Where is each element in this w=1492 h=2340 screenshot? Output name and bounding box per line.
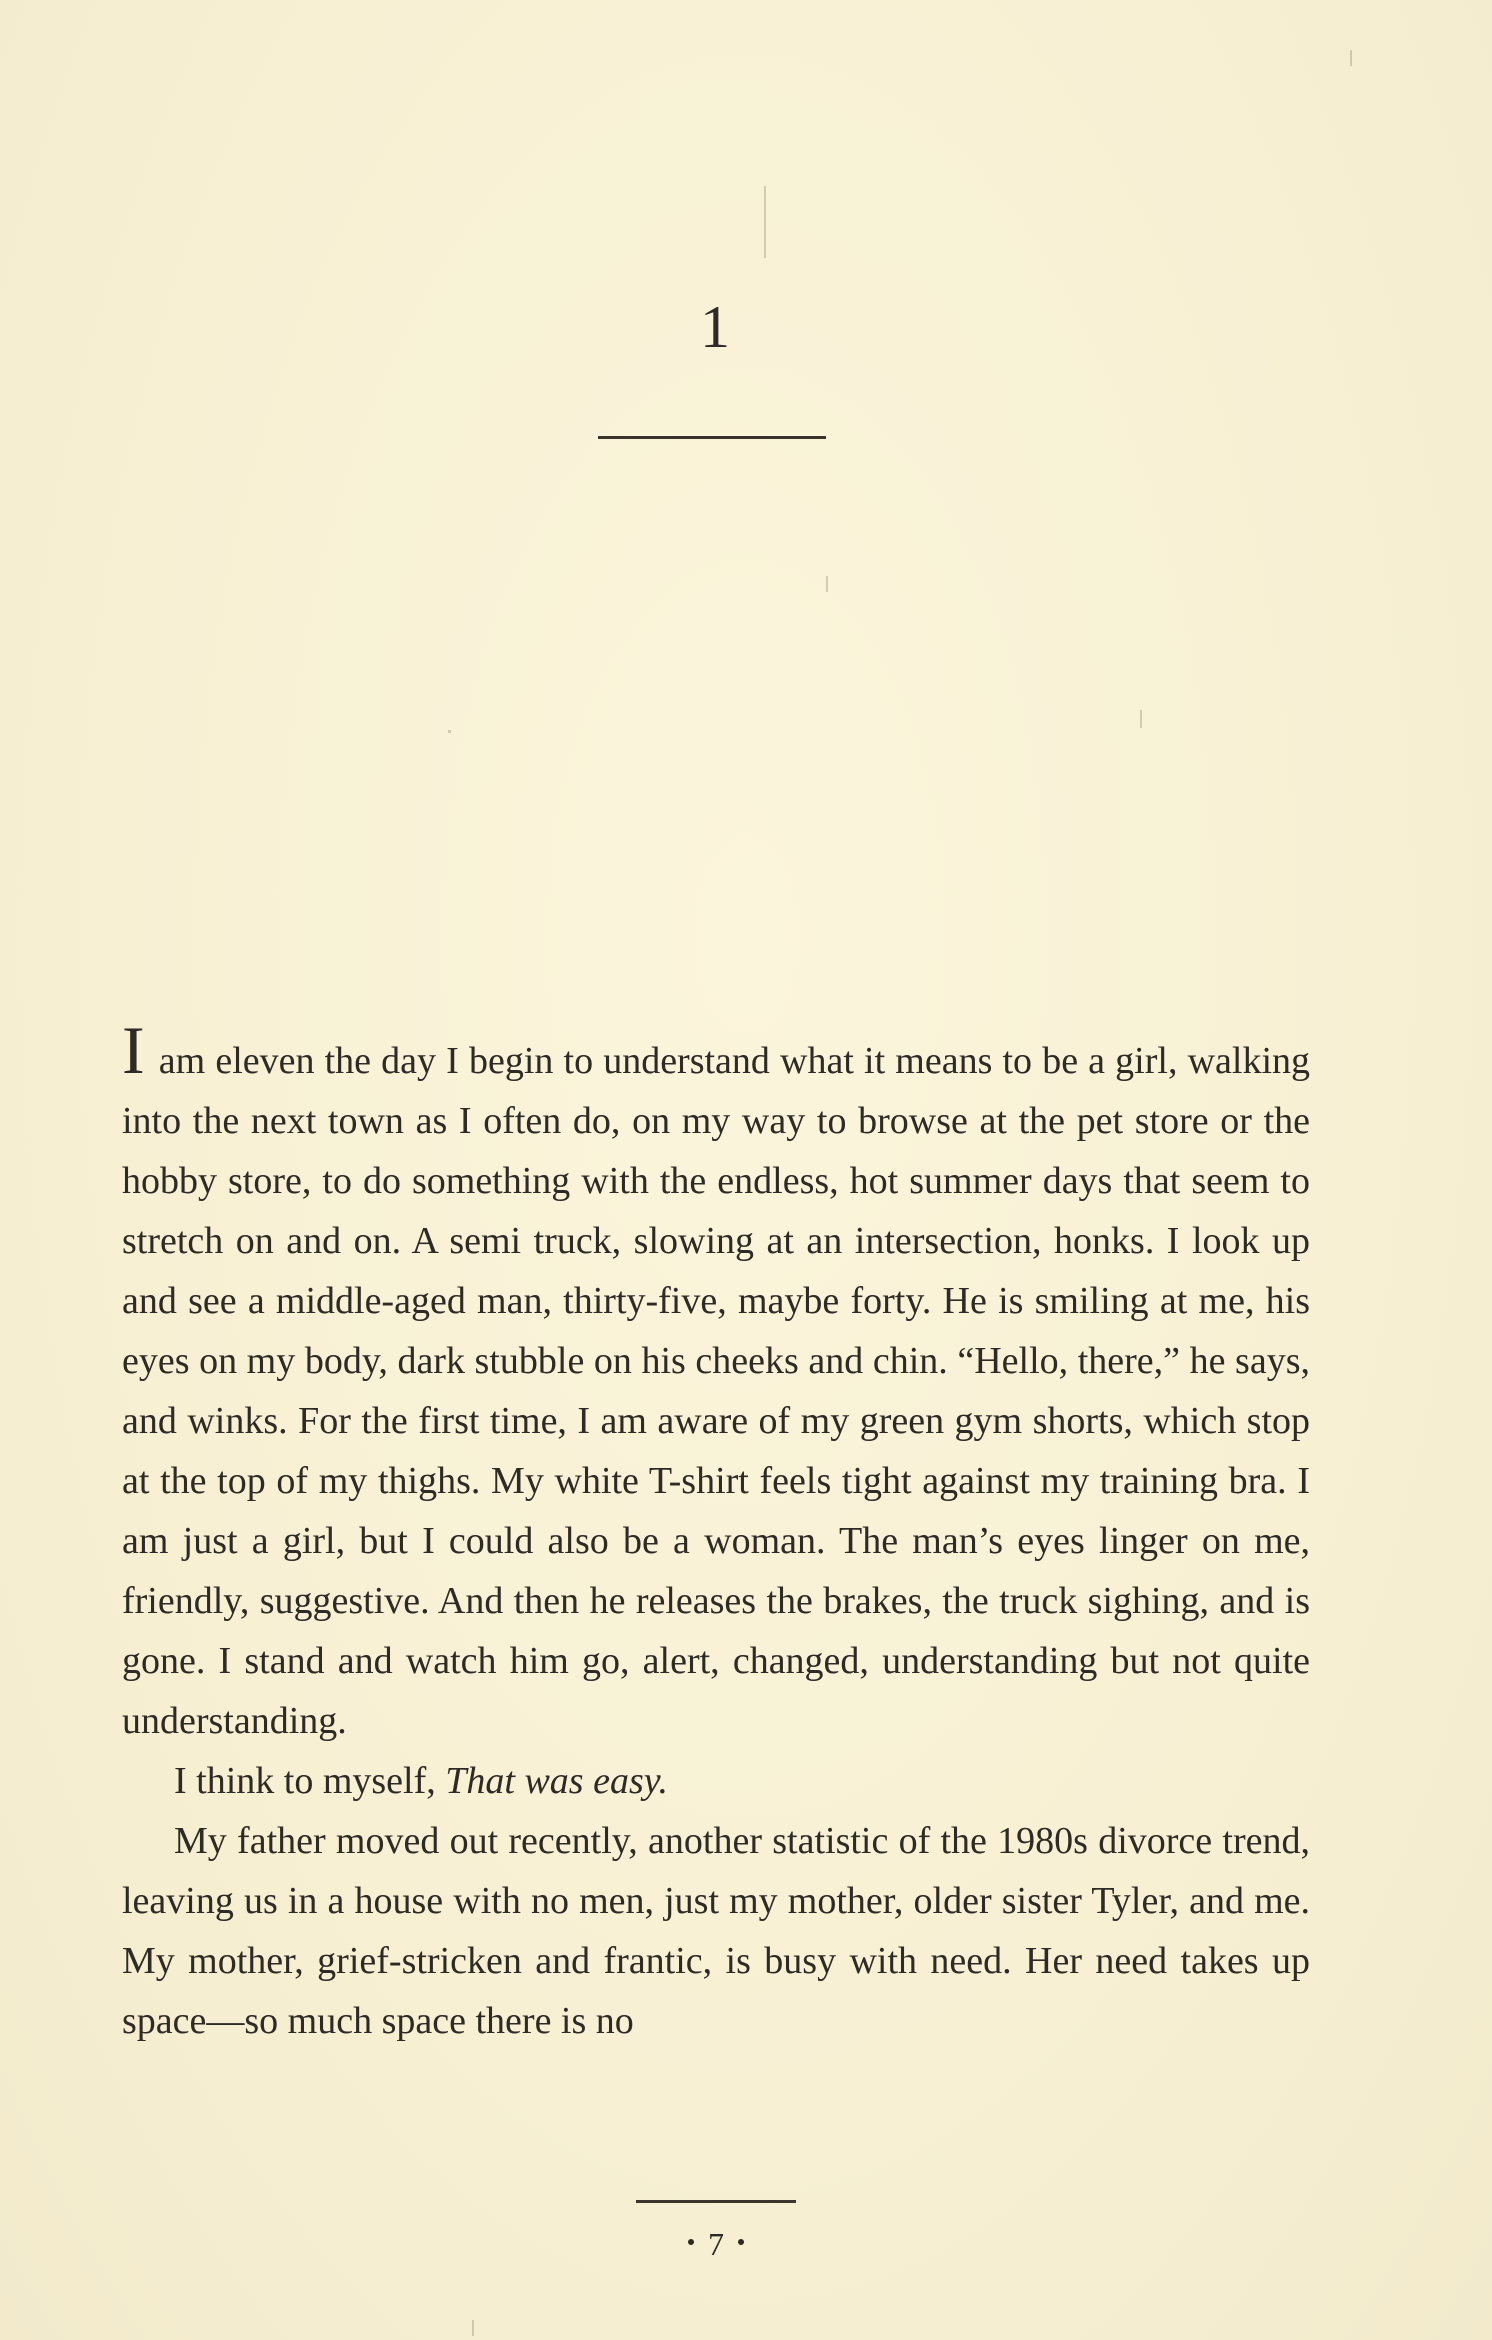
paragraph-3 bbox=[122, 1811, 1310, 2051]
paragraph-2 bbox=[122, 1751, 1310, 1811]
footer-rule bbox=[636, 2200, 796, 2203]
page-footer bbox=[636, 2222, 796, 2266]
paragraph-1-text: am eleven the day I begin to understand what it means to be a girl, walking into the next town as I often do, on my way to browse at the pet store or the hobby store, to do something with the endless, hot summer days that seem to stretch on and on. A semi truck, slowing at an intersection, honks. I look up and see a middle-aged man, thirty-five, maybe forty. He is smiling at me, his eyes on my body, dark stubble on his cheeks and chin. “Hello, there,” he says, and winks. For the first time, I am aware of my green gym shorts, which stop at the top of my thighs. My white T-shirt feels tight against my training bra. I am just a girl, but I could also be a woman. The man’s eyes linger on me, friendly, suggestive. And then he releases the brakes, the truck sighing, and is gone. I stand and watch him go, alert, changed, understanding but not quite understanding. bbox=[122, 1040, 1310, 1742]
paper-speck bbox=[826, 576, 828, 592]
footer-dot-left bbox=[688, 2239, 694, 2245]
chapter-rule bbox=[598, 436, 826, 439]
paper-speck bbox=[472, 2320, 474, 2336]
footer-dot-right bbox=[738, 2239, 744, 2245]
paragraph-2-italic: That was easy. bbox=[445, 1760, 669, 1802]
page-number: 7 bbox=[708, 2226, 724, 2262]
body-text bbox=[122, 1012, 1310, 2051]
paragraph-3-text: My father moved out recently, another statistic of the 1980s divorce trend, leaving us in a house with no men, just my mother, older sister Tyler, and me. My mother, grief-stricken and frantic, is busy with need. Her need takes up space—so much space there is no bbox=[122, 1820, 1310, 2042]
paper-speck bbox=[448, 730, 451, 733]
paper-speck bbox=[1350, 50, 1352, 66]
paper-speck bbox=[1140, 710, 1142, 728]
paper-speck bbox=[764, 186, 766, 258]
paragraph-2-text: I think to myself, bbox=[174, 1760, 446, 1802]
chapter-number: 1 bbox=[700, 294, 730, 360]
drop-cap: I bbox=[122, 1012, 145, 1088]
paragraph-1 bbox=[122, 1012, 1310, 1751]
